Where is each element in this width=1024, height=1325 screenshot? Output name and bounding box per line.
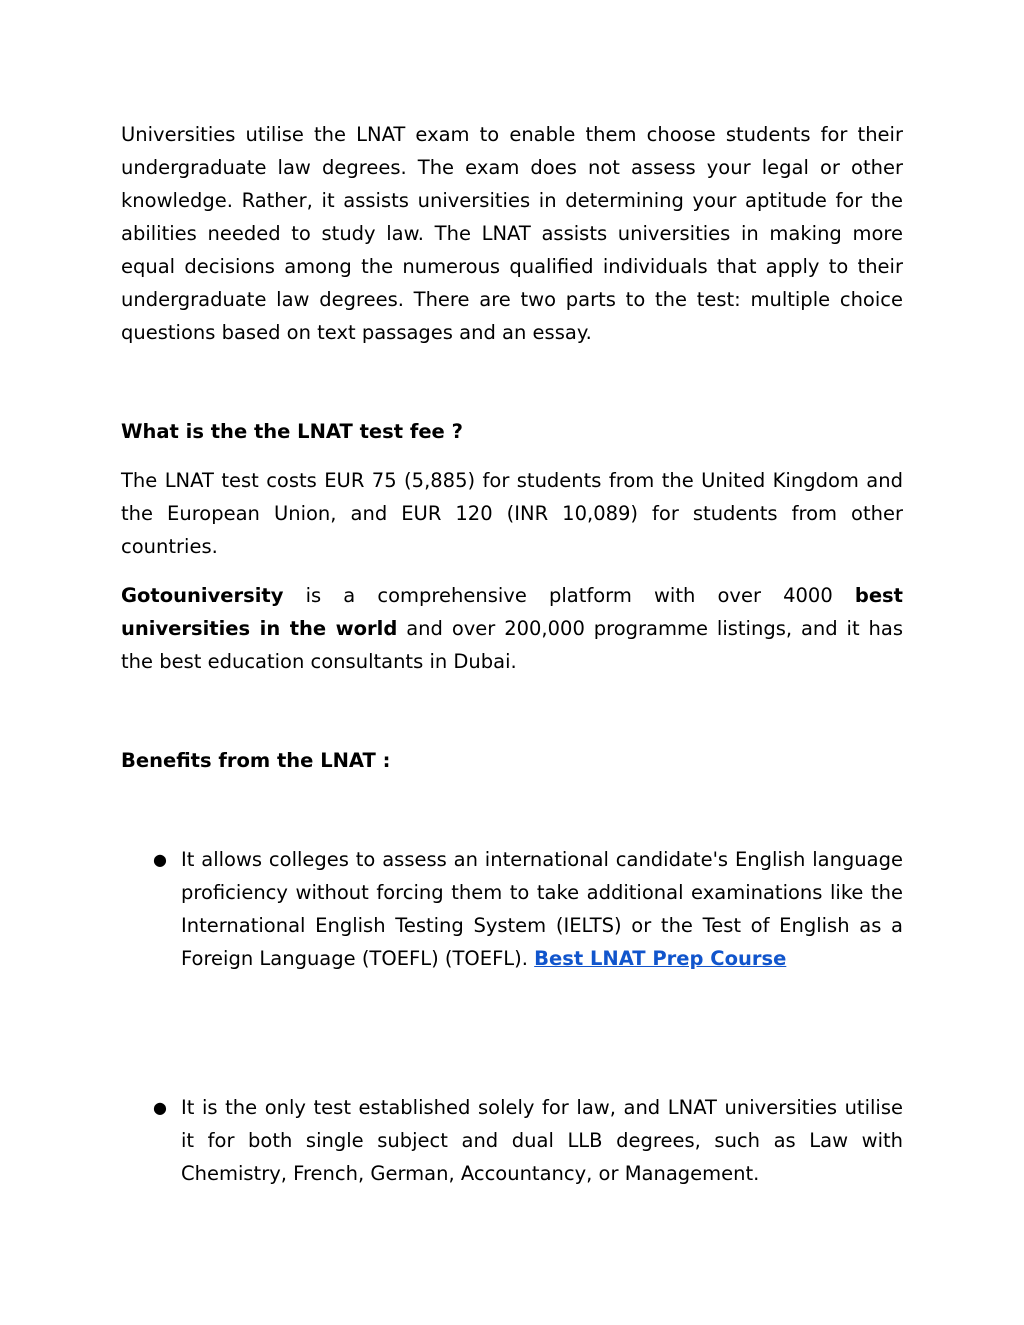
benefit-text: It is the only test established solely for law, and LNAT universities utilise it for both single subject and dual LLB degrees, such as Law with Chemistry, French, German, Accountancy, or Management. <box>181 1096 903 1185</box>
fee-paragraph: The LNAT test costs EUR 75 (5,885) for students from the United Kingdom and the European Union, and EUR 120 (INR 10,089) for students from other countries. <box>121 469 903 558</box>
document-page <box>121 118 903 1190</box>
promo-highlight: best universities in the world <box>121 584 903 640</box>
benefit-item <box>121 843 903 975</box>
promo-paragraph <box>121 579 903 678</box>
bullet-icon: ● <box>153 850 167 869</box>
promo-text-1: is a comprehensive platform with over 4000 <box>283 584 855 607</box>
benefits-list <box>121 843 903 1190</box>
fee-heading: What is the the LNAT test fee ? <box>121 420 463 443</box>
bullet-icon: ● <box>153 1098 167 1117</box>
intro-paragraph: Universities utilise the LNAT exam to enable them choose students for their undergraduate law degrees. The exam does not assess your legal or other knowledge. Rather, it assists universities in determining your aptitude for the abilities needed to study law. The LNAT assists universities in making more equal decisions among the numerous qualified individuals that apply to their undergraduate law degrees. There are two parts to the test: multiple choice questions based on text passages and an essay. <box>121 123 903 344</box>
promo-text-2: and over 200,000 programme listings, and it has the best education consultants in Dubai. <box>121 617 904 673</box>
brand-name: Gotouniversity <box>121 584 284 607</box>
benefit-text: It allows colleges to assess an international candidate's English language proficiency without forcing them to take additional examinations like the International English Testing System (IELTS) or the Test of English as a Foreign Language (TOEFL) (TOEFL). <box>181 848 903 970</box>
benefits-heading: Benefits from the LNAT : <box>121 749 391 772</box>
benefit-item <box>121 1091 903 1190</box>
prep-course-link[interactable]: Best LNAT Prep Course <box>534 947 787 970</box>
